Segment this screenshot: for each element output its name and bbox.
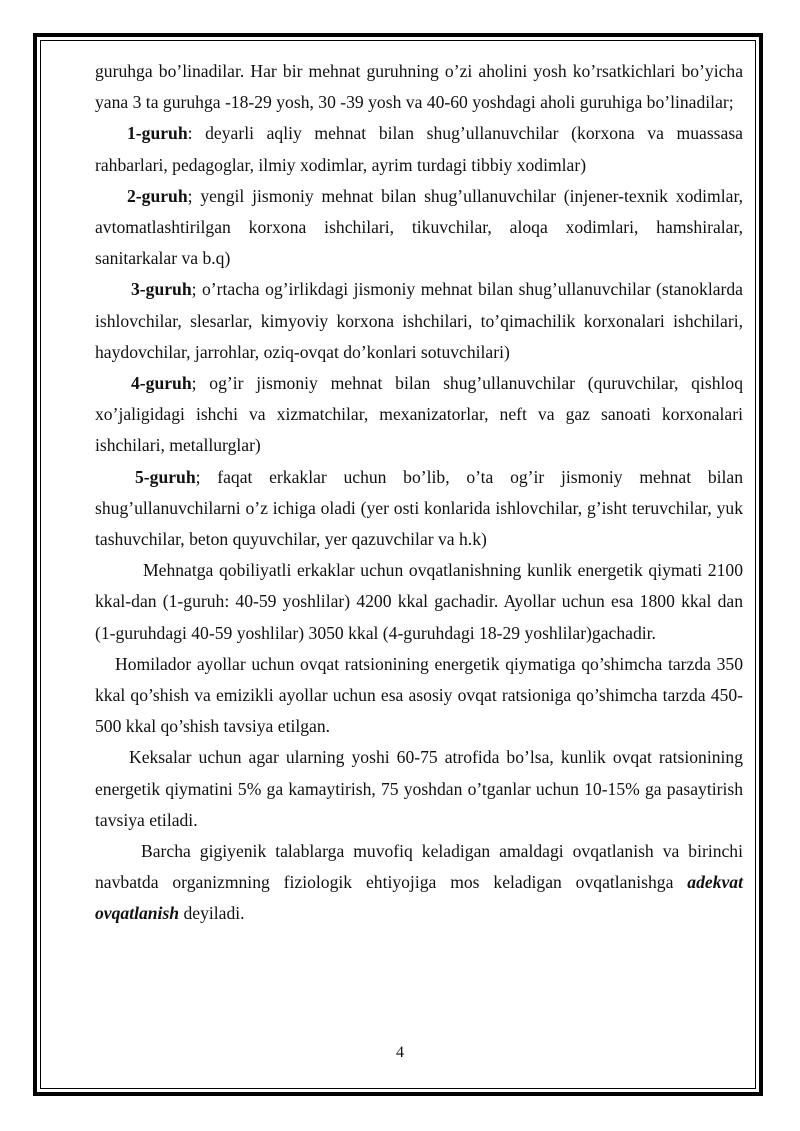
definition-tail-text: deyiladi. [179, 903, 245, 924]
group-5-label: 5-guruh [135, 466, 196, 487]
paragraph-group-5 [95, 462, 743, 556]
pregnant-women-text: Homilador ayollar uchun ovqat ratsionining energetik qiymatiga qo’shimcha tarzda 350 kkal qo’shish va emizikli ayollar uchun esa asosiy ovqat ratsioniga qo’shimcha tarzda 450-500 kkal qo’shish tavsiya etilgan. [95, 653, 743, 737]
paragraph-group-1 [95, 118, 743, 180]
group-3-label: 3-guruh [131, 279, 192, 300]
group-3-text: ; o’rtacha og’irlikdagi jismoniy mehnat bilan shug’ullanuvchilar (stanoklarda ishlovchilar, slesarlar, kimyoviy korxona ishchilari, to’qimachilik korxonalari ishchilari, haydovchilar, jarrohlar, oziq-ovqat do’konlari sotuvchilari) [95, 279, 743, 362]
group-1-label: 1-guruh [127, 123, 188, 144]
group-4-text: ; og’ir jismoniy mehnat bilan shug’ullanuvchilar (quruvchilar, qishloq xo’jaligidagi ishchi va xizmatchilar, mexanizatorlar, neft va gaz sanoati korxonalari ishchilari, metallurglar) [95, 373, 743, 456]
group-5-text: ; faqat erkaklar uchun bo’lib, o’ta og’ir jismoniy mehnat bilan shug’ullanuvchilarni o’z ichiga oladi (yer osti konlarida ishlovchilar, g’isht teruvchilar, yuk tashuvchilar, beton quyuvchilar, yer qazuvchilar va h.k) [95, 466, 743, 550]
paragraph-definition [95, 836, 743, 930]
group-2-text: ; yengil jismoniy mehnat bilan shug’ullanuvchilar (injener-texnik xodimlar, avtomatlashtirilgan korxona ishchilari, tikuvchilar, aloqa xodimlari, hamshiralar, sanitarkalar va b.q) [95, 185, 743, 269]
paragraph-group-4 [95, 368, 743, 462]
page-number: 4 [396, 1044, 404, 1061]
energy-value-text: Mehnatga qobiliyatli erkaklar uchun ovqatlanishning kunlik energetik qiymati 2100 kkal-dan (1-guruh: 40-59 yoshlilar) 4200 kkal gachadir. Ayollar uchun esa 1800 kkal dan (1-guruhdagi 40-59 yoshlilar) 3050 kkal (4-guruhdagi 18-29 yoshlilar)gachadir. [95, 560, 743, 643]
definition-lead-text: Barcha gigiyenik talablarga muvofiq keladigan amaldagi ovqatlanish va birinchi navbatda organizmning fiziologik ehtiyojiga mos keladigan ovqatlanishga [95, 841, 743, 893]
paragraph-elderly [95, 742, 743, 836]
paragraph-pregnant-women [95, 649, 743, 743]
definition-term: adekvat ovqatlanish [95, 872, 743, 924]
paragraph-group-2 [95, 181, 743, 275]
group-4-label: 4-guruh [131, 373, 192, 394]
elderly-text: Keksalar uchun agar ularning yoshi 60-75 atrofida bo’lsa, kunlik ovqat ratsionining energetik qiymatini 5% ga kamaytirish, 75 yoshdan o’tganlar uchun 10-15% ga pasaytirish tavsiya etiladi. [95, 747, 743, 830]
group-2-label: 2-guruh [127, 185, 188, 206]
group-1-text: : deyarli aqliy mehnat bilan shug’ullanuvchilar (korxona va muassasa rahbarlari, pedagoglar, ilmiy xodimlar, ayrim turdagi tibbiy xodimlar) [95, 123, 743, 175]
paragraph-energy-value [95, 555, 743, 649]
paragraph-group-3 [95, 274, 743, 368]
paragraph-intro-text: guruhga bo’linadilar. Har bir mehnat guruhning o’zi aholini yosh ko’rsatkichlari bo’yicha yana 3 ta guruhga -18-29 yosh, 30 -39 yosh va 40-60 yoshdagi aholi guruhiga bo’linadilar; [95, 61, 743, 113]
document-body [95, 56, 743, 930]
paragraph-intro [95, 56, 743, 118]
